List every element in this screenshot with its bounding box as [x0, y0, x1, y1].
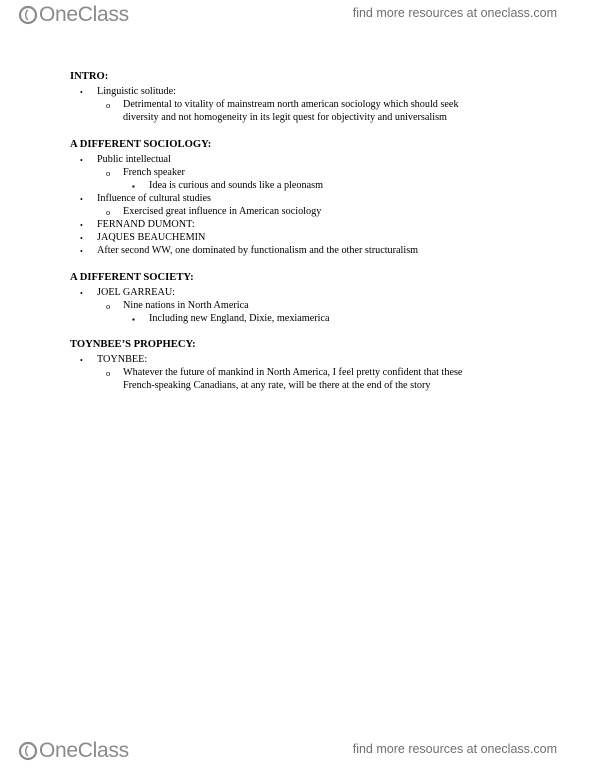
list-item: Idea is curious and sounds like a pleonasm: [149, 180, 323, 191]
list-item: Detrimental to vitality of mainstream north american sociology which should seek: [123, 99, 459, 110]
bullet-icon: [80, 354, 83, 367]
footer-bar: [0, 736, 595, 764]
circle-bullet-icon: [106, 300, 110, 313]
section-heading: A DIFFERENT SOCIETY:: [70, 272, 194, 283]
bullet-icon: [80, 287, 83, 300]
circle-bullet-icon: [106, 99, 110, 112]
resources-link[interactable]: find more resources at oneclass.com: [352, 742, 557, 756]
bullet-icon: [80, 219, 83, 232]
list-item: Influence of cultural studies: [97, 193, 212, 204]
circle-bullet-icon: [106, 167, 110, 180]
list-item: French speaker: [123, 167, 185, 178]
list-item: Whatever the future of mankind in North America, I feel pretty confident that these: [123, 367, 463, 378]
section-heading: INTRO:: [70, 71, 109, 82]
list-item: JOEL GARREAU:: [97, 287, 176, 298]
bullet-icon: [80, 86, 83, 99]
oneclass-logo[interactable]: [18, 738, 129, 764]
bullet-icon: [80, 245, 83, 258]
logo-text: OneClass: [39, 3, 129, 26]
list-item: diversity and not homogeneity in its legit quest for objectivity and universalism: [123, 112, 447, 123]
bullet-icon: [80, 232, 83, 245]
bullet-icon: [80, 154, 83, 167]
list-item: FERNAND DUMONT:: [97, 219, 195, 230]
list-item: Linguistic solitude:: [97, 86, 176, 97]
list-item: Including new England, Dixie, mexiamerica: [149, 313, 330, 324]
oneclass-logo-icon: [18, 741, 38, 761]
section-heading: TOYNBEE’S PROPHECY:: [70, 339, 196, 350]
list-item: French-speaking Canadians, at any rate, will be there at the end of the story: [123, 380, 431, 391]
circle-bullet-icon: [106, 367, 110, 380]
resources-link[interactable]: find more resources at oneclass.com: [352, 6, 557, 20]
list-item: Nine nations in North America: [123, 300, 249, 311]
list-item: Public intellectual: [97, 154, 171, 165]
bullet-icon: [80, 193, 83, 206]
list-item: JAQUES BEAUCHEMIN: [97, 232, 206, 243]
list-item: TOYNBEE:: [97, 354, 148, 365]
square-bullet-icon: [132, 313, 135, 326]
list-item: After second WW, one dominated by functionalism and the other structuralism: [97, 245, 419, 256]
list-item: Exercised great influence in American sociology: [123, 206, 322, 217]
logo-text: OneClass: [39, 739, 129, 762]
section-heading: A DIFFERENT SOCIOLOGY:: [70, 139, 212, 150]
